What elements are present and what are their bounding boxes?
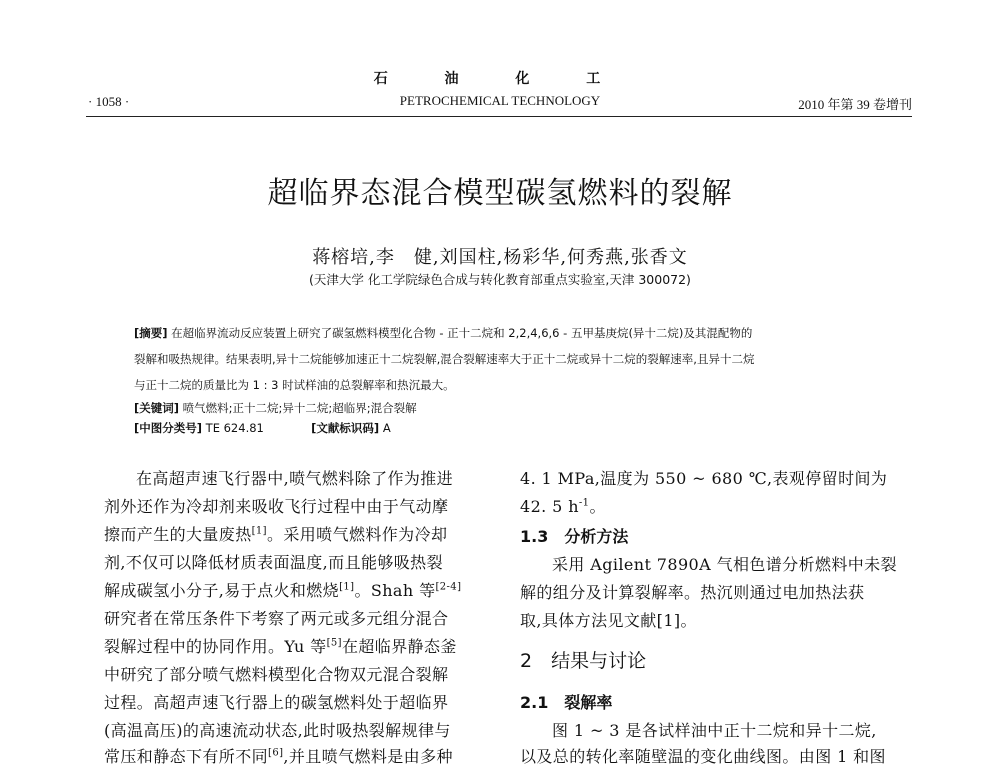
citation: [5] [326,637,342,649]
abstract-line-1 [134,325,752,341]
citation: [2-4] [435,581,462,593]
abstract-text-1: 在超临界流动反应装置上研究了碳氢燃料模型化合物 - 正十二烷和 2,2,4,6,6 - 五甲基庚烷(异十二烷)及其混配物的 [171,326,753,340]
body-line: 剂,不仅可以降低材质表面温度,而且能够吸热裂 [104,553,443,572]
body-line: 42. 5 $h^{-1}$。 [520,497,606,516]
body-line: 剂外还作为冷却剂来吸收飞行过程中由于气动摩 [104,497,449,516]
body-line: 擦而产生的大量废热[1]。采用喷气燃料作为冷却 [104,525,448,544]
keywords-text: 喷气燃料;正十二烷;异十二烷;超临界;混合裂解 [182,401,417,415]
section-heading-2-1: 2.1 裂解率 [520,693,613,712]
body-line: 取,具体方法见文献[1]。 [520,611,697,630]
header-rule [86,116,912,117]
body-line: 采用 Agilent 7890A 气相色谱分析燃料中未裂 [552,555,897,574]
author-list: 蒋榕培,李 健,刘国柱,杨彩华,何秀燕,张香文 [312,247,688,268]
body-line: 在高超声速飞行器中,喷气燃料除了作为推进 [136,469,454,488]
section-heading-2: 2 结果与讨论 [520,650,647,672]
affiliation: (天津大学 化工学院绿色合成与转化教育部重点实验室,天津 300072) [309,272,691,287]
clc-value: TE 624.81 [205,421,264,435]
body-line: 中研究了部分喷气燃料模型化合物双元混合裂解 [104,665,449,684]
body-line: 裂解过程中的协同作用。Yu 等[5]在超临界静态釜 [104,637,457,656]
doc-code-value: A [382,421,391,435]
body-line: 解的组分及计算裂解率。热沉则通过电加热法获 [520,583,865,602]
body-line: 解成碳氢小分子,易于点火和燃烧[1]。Shah 等[2-4] [104,581,462,600]
article-title: 超临界态混合模型碳氢燃料的裂解 [267,176,733,211]
body-line: 过程。高超声速飞行器上的碳氢燃料处于超临界 [104,693,449,712]
journal-title-cn: 石 油 化 工 [373,71,627,87]
body-line: 以及总的转化率随壁温的变化曲线图。由图 1 和图 [520,747,886,766]
body-line: 研究者在常压条件下考察了两元或多元组分混合 [104,609,449,628]
body-line: 4. 1 MPa,温度为 550 ~ 680 ℃,表观停留时间为 [520,469,888,488]
citation: [6] [268,747,284,759]
issue-info: 2010 年第 39 卷增刊 [798,97,912,112]
keywords-label: [关键词] [134,401,180,415]
clc-label: [中图分类号] [134,421,203,435]
body-line: 常压和静态下有所不同[6],并且喷气燃料是由多种 [104,747,453,766]
doc-code-label: [文献标识码] [311,421,380,435]
citation: [1] [251,525,267,537]
journal-title-en: PETROCHEMICAL TECHNOLOGY [399,93,601,108]
abstract-line-2: 裂解和吸热规律。结果表明,异十二烷能够加速正十二烷裂解,混合裂解速率大于正十二烷或异十二烷的裂解速率,且异十二烷 [134,352,755,366]
body-line: (高温高压)的高速流动状态,此时吸热裂解规律与 [104,721,451,740]
abstract-label: [摘要] [134,326,168,340]
citation: [1] [339,581,355,593]
section-heading-1-3: 1.3 分析方法 [520,527,629,546]
page-number: · 1058 · [88,94,130,109]
classification-line [134,420,391,436]
body-line: 图 1 ~ 3 是各试样油中正十二烷和异十二烷, [552,721,877,740]
superscript: -1 [578,497,590,509]
abstract-line-3: 与正十二烷的质量比为 1 : 3 时试样油的总裂解率和热沉最大。 [134,378,455,392]
keywords-line [134,400,417,416]
